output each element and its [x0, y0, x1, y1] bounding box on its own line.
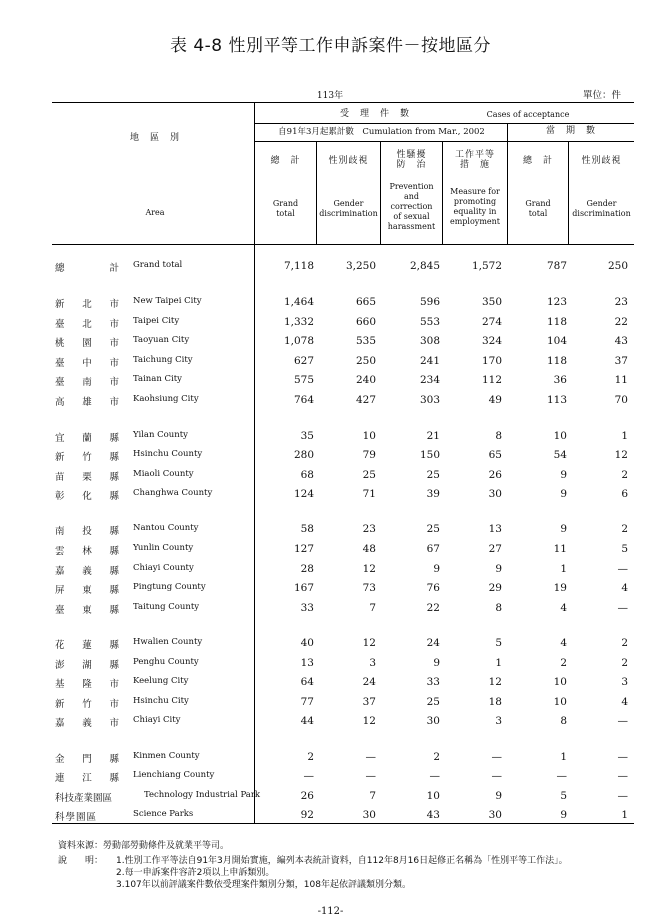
row-value-col-6: 2 — [621, 657, 628, 669]
row-value-col-5: 4 — [560, 602, 567, 614]
row-area-zh: 連江縣 — [55, 773, 119, 784]
row-value-col-3: — — [429, 770, 440, 782]
col-header-zh-5: 總 計 — [522, 156, 553, 166]
row-area-en: Technology Industrial Park — [144, 790, 261, 800]
row-value-col-4: 9 — [495, 790, 502, 802]
table-row — [0, 654, 661, 673]
row-area-en: Tainan City — [133, 374, 182, 384]
row-value-col-5: 1 — [560, 563, 567, 575]
row-value-col-2: 12 — [362, 715, 376, 727]
table-row — [0, 579, 661, 598]
row-area-zh: 澎湖縣 — [55, 660, 119, 671]
row-value-col-3: 25 — [426, 523, 440, 535]
row-value-col-5: 10 — [553, 676, 567, 688]
row-area-zh: 嘉義市 — [55, 718, 119, 729]
header-rule-2 — [255, 141, 634, 142]
row-area-en: Taoyuan City — [133, 335, 190, 345]
table-row — [0, 693, 661, 712]
source-note: 資料來源：勞動部勞動條件及就業平等司。 — [58, 841, 230, 851]
row-value-col-1: 26 — [300, 790, 314, 802]
row-value-col-5: 9 — [560, 488, 567, 500]
row-value-col-1: 764 — [293, 394, 314, 406]
row-value-col-4: 27 — [488, 543, 502, 555]
table-row — [0, 560, 661, 579]
row-value-col-4: 9 — [495, 563, 502, 575]
row-area-en: Science Parks — [133, 809, 194, 819]
row-value-col-5: 2 — [560, 657, 567, 669]
row-area-en: Taitung County — [133, 602, 200, 612]
row-value-col-1: 68 — [300, 469, 314, 481]
row-value-col-4: 8 — [495, 602, 502, 614]
row-area-zh: 臺東縣 — [55, 605, 119, 616]
row-value-col-2: 12 — [362, 563, 376, 575]
row-value-col-2: — — [365, 770, 376, 782]
row-value-col-6: — — [617, 790, 628, 802]
row-value-col-2: 7 — [369, 790, 376, 802]
table-row — [0, 313, 661, 332]
row-value-col-1: 64 — [300, 676, 314, 688]
row-value-col-5: 123 — [546, 296, 567, 308]
row-value-col-6: 43 — [614, 335, 628, 347]
row-value-col-4: 350 — [481, 296, 502, 308]
row-value-col-6: 12 — [614, 449, 628, 461]
row-value-col-5: 5 — [560, 790, 567, 802]
row-value-col-3: 67 — [426, 543, 440, 555]
row-area-zh: 桃園市 — [55, 338, 119, 349]
row-value-col-4: 13 — [488, 523, 502, 535]
page-number: -112- — [317, 906, 344, 917]
row-value-col-1: 77 — [300, 696, 314, 708]
row-value-col-1: 35 — [300, 430, 314, 442]
row-value-col-2: 240 — [355, 374, 376, 386]
row-value-col-6: 2 — [621, 469, 628, 481]
row-value-col-2: 3 — [369, 657, 376, 669]
col-header-zh-4: 工作平等 措 施 — [454, 150, 495, 170]
row-value-col-6: 2 — [621, 523, 628, 535]
row-value-col-1: 1,332 — [283, 316, 314, 328]
row-value-col-5: 19 — [553, 582, 567, 594]
table-row — [0, 293, 661, 312]
note-1: 1.性別工作平等法自91年3月開始實施，編列本表統計資料，自112年8月16日起修正名稱為「性別平等工作法」。 — [116, 856, 568, 866]
row-value-col-2: 3,250 — [345, 260, 376, 272]
row-area-en: Kinmen County — [133, 751, 200, 761]
row-value-col-6: — — [617, 751, 628, 763]
row-area-zh: 新竹市 — [55, 699, 119, 710]
row-value-col-4: 1,572 — [471, 260, 502, 272]
col-header-en-2: Gender discrimination — [319, 199, 378, 218]
table-row — [0, 485, 661, 504]
table-row — [0, 599, 661, 618]
table-row — [0, 806, 661, 825]
row-value-col-5: 8 — [560, 715, 567, 727]
row-value-col-1: 627 — [293, 355, 314, 367]
row-area-zh: 基隆市 — [55, 679, 119, 690]
table-row — [0, 332, 661, 351]
row-value-col-5: 4 — [560, 637, 567, 649]
row-value-col-6: 11 — [614, 374, 628, 386]
row-value-col-3: 553 — [419, 316, 440, 328]
row-value-col-6: 1 — [621, 430, 628, 442]
table-row — [0, 391, 661, 410]
col-header-zh-2: 性別歧視 — [328, 156, 369, 166]
row-value-col-3: 241 — [419, 355, 440, 367]
col-header-zh-6: 性別歧視 — [581, 156, 622, 166]
row-value-col-6: 5 — [621, 543, 628, 555]
row-area-en: Taipei City — [133, 316, 180, 326]
row-area-en: Grand total — [133, 260, 183, 270]
area-header-zh: 地 區 別 — [129, 133, 180, 143]
row-value-col-1: 575 — [293, 374, 314, 386]
row-area-zh: 彰化縣 — [55, 491, 119, 502]
row-value-col-3: 9 — [433, 657, 440, 669]
row-area-zh: 宜蘭縣 — [55, 433, 119, 444]
row-value-col-2: — — [365, 751, 376, 763]
row-value-col-3: 308 — [419, 335, 440, 347]
row-value-col-3: 76 — [426, 582, 440, 594]
current-period-header: 當 期 數 — [545, 126, 596, 136]
table-row — [0, 427, 661, 446]
row-value-col-3: 596 — [419, 296, 440, 308]
table-row — [0, 352, 661, 371]
row-value-col-5: 1 — [560, 751, 567, 763]
row-value-col-1: 1,464 — [283, 296, 314, 308]
row-value-col-1: 1,078 — [283, 335, 314, 347]
row-value-col-4: 30 — [488, 809, 502, 821]
row-value-col-5: 10 — [553, 430, 567, 442]
row-area-zh: 科學園區 — [55, 812, 98, 823]
row-area-en: Taichung City — [133, 355, 193, 365]
row-value-col-3: 30 — [426, 715, 440, 727]
row-value-col-6: — — [617, 770, 628, 782]
row-area-en: Miaoli County — [133, 469, 194, 479]
row-area-en: Kaohsiung City — [133, 394, 199, 404]
row-value-col-4: 3 — [495, 715, 502, 727]
accepted-header-en: Cases of acceptance — [486, 110, 570, 119]
cumulative-header: 自91年3月起累計數 Cumulation from Mar., 2002 — [278, 127, 485, 137]
row-value-col-2: 79 — [362, 449, 376, 461]
row-area-zh: 總 計 — [55, 263, 119, 274]
row-area-zh: 臺中市 — [55, 358, 119, 369]
row-value-col-4: 49 — [488, 394, 502, 406]
row-value-col-2: 24 — [362, 676, 376, 688]
accepted-header-zh: 受 理 件 數 — [339, 109, 410, 119]
row-value-col-6: 250 — [607, 260, 628, 272]
row-area-en: Chiayi County — [133, 563, 194, 573]
row-value-col-4: — — [491, 770, 502, 782]
row-value-col-5: 104 — [546, 335, 567, 347]
note-2: 2.每一申訴案件容許2項以上申訴類別。 — [116, 868, 275, 878]
row-value-col-6: 22 — [614, 316, 628, 328]
row-area-en: New Taipei City — [133, 296, 202, 306]
row-value-col-1: 44 — [300, 715, 314, 727]
row-area-en: Hsinchu County — [133, 449, 203, 459]
row-value-col-3: 150 — [419, 449, 440, 461]
row-value-col-2: 48 — [362, 543, 376, 555]
row-value-col-4: 170 — [481, 355, 502, 367]
row-area-zh: 花蓮縣 — [55, 640, 119, 651]
row-area-en: Lienchiang County — [133, 770, 215, 780]
row-value-col-1: 92 — [300, 809, 314, 821]
row-value-col-1: 127 — [293, 543, 314, 555]
table-row — [0, 767, 661, 786]
row-value-col-1: 7,118 — [283, 260, 314, 272]
notes-label: 說 明： — [58, 856, 104, 866]
col-header-en-1: Grand total — [272, 199, 299, 218]
row-value-col-6: 6 — [621, 488, 628, 500]
area-header-en: Area — [145, 208, 165, 217]
row-value-col-1: 124 — [293, 488, 314, 500]
row-value-col-3: 10 — [426, 790, 440, 802]
table-row — [0, 540, 661, 559]
row-value-col-3: 22 — [426, 602, 440, 614]
row-value-col-2: 37 — [362, 696, 376, 708]
row-value-col-5: 9 — [560, 809, 567, 821]
table-row — [0, 712, 661, 731]
row-value-col-6: 3 — [621, 676, 628, 688]
row-value-col-3: 234 — [419, 374, 440, 386]
row-value-col-1: 28 — [300, 563, 314, 575]
row-area-en: Penghu County — [133, 657, 199, 667]
row-value-col-1: 280 — [293, 449, 314, 461]
row-value-col-3: 25 — [426, 696, 440, 708]
row-value-col-1: 167 — [293, 582, 314, 594]
period-divider — [507, 123, 508, 244]
row-value-col-5: 9 — [560, 523, 567, 535]
year-label: 113年 — [316, 91, 344, 101]
row-value-col-3: 2,845 — [409, 260, 440, 272]
row-value-col-2: 250 — [355, 355, 376, 367]
row-value-col-3: 21 — [426, 430, 440, 442]
row-value-col-6: 2 — [621, 637, 628, 649]
row-area-zh: 南投縣 — [55, 526, 119, 537]
header-rule-1 — [255, 123, 634, 124]
row-value-col-1: 33 — [300, 602, 314, 614]
row-value-col-2: 73 — [362, 582, 376, 594]
row-value-col-2: 660 — [355, 316, 376, 328]
row-value-col-1: 2 — [307, 751, 314, 763]
row-area-zh: 新北市 — [55, 299, 119, 310]
note-3: 3.107年以前評議案件數依受理案件類別分類，108年起依評議類別分類。 — [116, 880, 411, 890]
table-row — [0, 748, 661, 767]
row-area-zh: 屏東縣 — [55, 585, 119, 596]
row-value-col-4: 274 — [481, 316, 502, 328]
row-value-col-4: 26 — [488, 469, 502, 481]
row-area-en: Hsinchu City — [133, 696, 189, 706]
table-row — [0, 520, 661, 539]
row-value-col-3: 33 — [426, 676, 440, 688]
unit-label: 單位：件 — [582, 90, 621, 101]
row-value-col-5: 113 — [546, 394, 567, 406]
col-header-en-4: Measure for promoting equality in employment — [449, 187, 501, 226]
col-header-en-5: Grand total — [525, 199, 551, 218]
row-value-col-3: 39 — [426, 488, 440, 500]
row-value-col-2: 10 — [362, 430, 376, 442]
row-value-col-5: 9 — [560, 469, 567, 481]
row-value-col-5: 10 — [553, 696, 567, 708]
row-value-col-3: 24 — [426, 637, 440, 649]
row-value-col-5: 787 — [546, 260, 567, 272]
row-value-col-2: 665 — [355, 296, 376, 308]
row-value-col-6: 37 — [614, 355, 628, 367]
row-value-col-4: 324 — [481, 335, 502, 347]
table-row — [0, 257, 661, 276]
row-area-zh: 苗栗縣 — [55, 472, 119, 483]
row-area-en: Chiayi City — [133, 715, 181, 725]
row-value-col-6: 70 — [614, 394, 628, 406]
row-value-col-5: 118 — [546, 355, 567, 367]
row-area-zh: 嘉義縣 — [55, 566, 119, 577]
col-header-zh-1: 總 計 — [270, 156, 301, 166]
col-header-en-6: Gender discrimination — [572, 199, 631, 218]
table-row — [0, 634, 661, 653]
row-value-col-4: 30 — [488, 488, 502, 500]
table-top-rule — [52, 102, 634, 103]
col-header-zh-3: 性騷擾 防 治 — [396, 150, 427, 170]
row-value-col-3: 303 — [419, 394, 440, 406]
row-value-col-3: 25 — [426, 469, 440, 481]
table-row — [0, 371, 661, 390]
row-value-col-1: 40 — [300, 637, 314, 649]
row-area-en: Keelung City — [133, 676, 189, 686]
row-value-col-6: — — [617, 563, 628, 575]
row-value-col-5: 11 — [553, 543, 567, 555]
row-value-col-2: 535 — [355, 335, 376, 347]
row-value-col-2: 7 — [369, 602, 376, 614]
row-value-col-4: 29 — [488, 582, 502, 594]
row-value-col-3: 9 — [433, 563, 440, 575]
row-value-col-2: 427 — [355, 394, 376, 406]
row-value-col-6: 4 — [621, 696, 628, 708]
row-value-col-2: 71 — [362, 488, 376, 500]
row-value-col-5: 36 — [553, 374, 567, 386]
row-area-zh: 高雄市 — [55, 397, 119, 408]
row-value-col-1: 13 — [300, 657, 314, 669]
page-title: 表 4-8 性別平等工作申訴案件－按地區分 — [169, 36, 492, 56]
row-value-col-6: 23 — [614, 296, 628, 308]
row-area-zh: 新竹縣 — [55, 452, 119, 463]
table-row — [0, 787, 661, 806]
row-area-zh: 金門縣 — [55, 754, 119, 765]
row-value-col-2: 12 — [362, 637, 376, 649]
row-value-col-4: 65 — [488, 449, 502, 461]
row-area-zh: 臺南市 — [55, 377, 119, 388]
row-area-zh: 雲林縣 — [55, 546, 119, 557]
row-value-col-4: 5 — [495, 637, 502, 649]
row-value-col-6: 1 — [621, 809, 628, 821]
row-value-col-5: 54 — [553, 449, 567, 461]
header-bottom-rule — [52, 244, 634, 245]
row-value-col-6: — — [617, 715, 628, 727]
row-value-col-6: — — [617, 602, 628, 614]
row-value-col-4: 8 — [495, 430, 502, 442]
table-row — [0, 673, 661, 692]
row-value-col-2: 25 — [362, 469, 376, 481]
row-area-en: Nantou County — [133, 523, 199, 533]
row-value-col-4: 1 — [495, 657, 502, 669]
row-value-col-3: 43 — [426, 809, 440, 821]
row-area-en: Yilan County — [133, 430, 188, 440]
row-area-en: Changhwa County — [133, 488, 213, 498]
row-area-zh: 臺北市 — [55, 319, 119, 330]
row-value-col-5: — — [556, 770, 567, 782]
row-value-col-4: 18 — [488, 696, 502, 708]
row-area-en: Pingtung County — [133, 582, 206, 592]
row-value-col-5: 118 — [546, 316, 567, 328]
row-value-col-4: 12 — [488, 676, 502, 688]
row-value-col-2: 23 — [362, 523, 376, 535]
row-area-en: Yunlin County — [133, 543, 194, 553]
row-value-col-2: 30 — [362, 809, 376, 821]
table-row — [0, 446, 661, 465]
row-value-col-6: 4 — [621, 582, 628, 594]
row-value-col-4: — — [491, 751, 502, 763]
row-value-col-1: — — [303, 770, 314, 782]
row-value-col-1: 58 — [300, 523, 314, 535]
row-value-col-4: 112 — [481, 374, 502, 386]
col-header-en-3: Prevention and correction of sexual harassment — [387, 182, 436, 231]
row-value-col-3: 2 — [433, 751, 440, 763]
row-area-en: Hwalien County — [133, 637, 203, 647]
row-area-zh: 科技產業園區 — [55, 793, 113, 804]
table-row — [0, 466, 661, 485]
